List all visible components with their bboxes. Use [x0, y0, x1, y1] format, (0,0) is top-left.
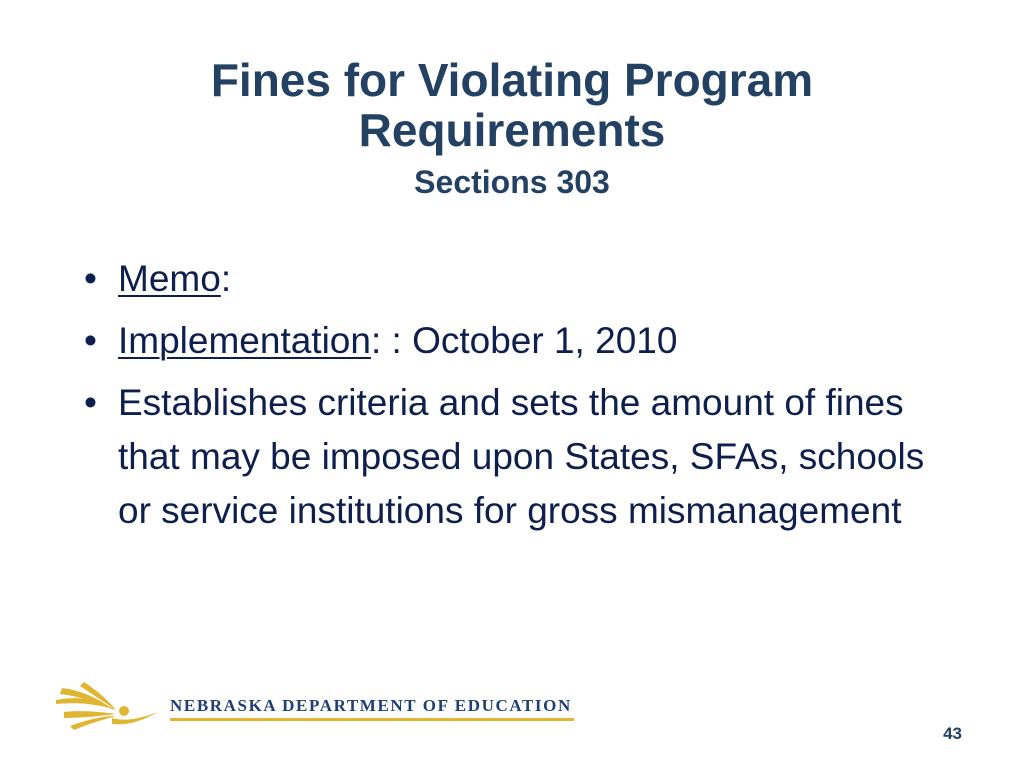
nebraska-department-of-education-logo: [54, 682, 614, 732]
bullet-marker: •: [84, 258, 97, 299]
slide-title: Fines for Violating Program Requirements: [210, 54, 814, 156]
logo-underline: [170, 718, 574, 721]
bullet-label-memo: Memo: [118, 258, 221, 299]
bullet-list: [78, 252, 958, 546]
bullet-text-memo: :: [220, 258, 232, 299]
sun-swoosh-logo-icon: [54, 682, 166, 732]
logo-text: NEBRASKA DEPARTMENT OF EDUCATION: [170, 696, 572, 715]
bullet-marker: •: [84, 320, 97, 361]
page-number: 43: [943, 724, 962, 743]
bullet-text-criteria: Establishes criteria and sets the amount of fines that may be imposed upon States, SFAs, schools or service institutions for gross mismanagement: [118, 382, 925, 531]
bullet-marker: •: [84, 382, 97, 423]
bullet-item-memo: [78, 252, 958, 306]
bullet-text-implementation: : : October 1, 2010: [370, 320, 678, 361]
bullet-item-criteria: [78, 376, 958, 538]
bullet-item-implementation: [78, 314, 958, 368]
title-block: [60, 55, 964, 201]
slide-subtitle: Sections 303: [414, 164, 610, 200]
bullet-label-implementation: Implementation: [118, 320, 371, 361]
